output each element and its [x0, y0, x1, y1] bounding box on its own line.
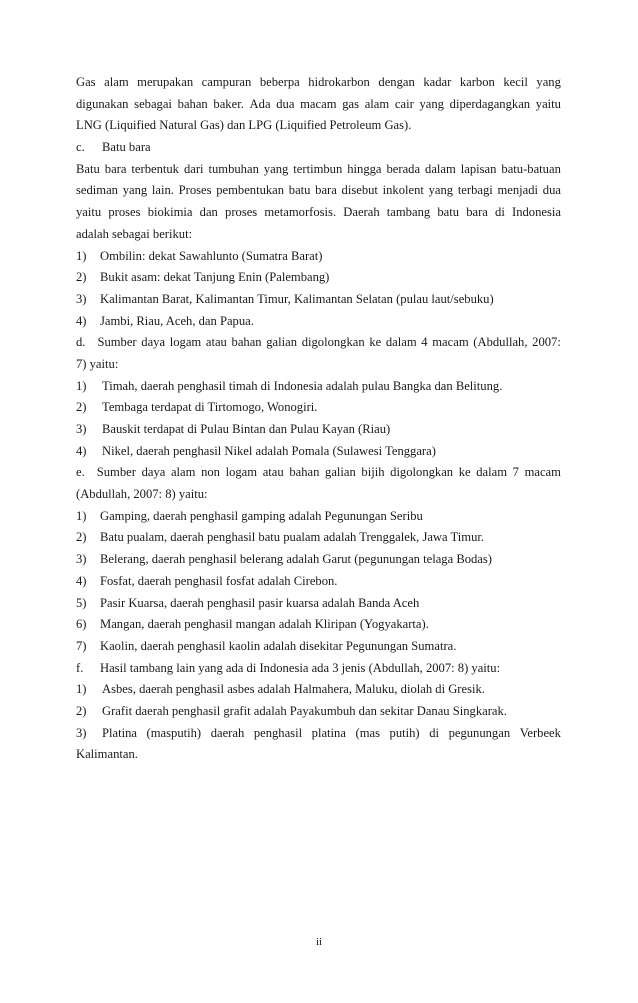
word: bara: [104, 161, 127, 176]
section-heading-nonlogam: [76, 462, 561, 484]
word: hidrokarbon: [308, 75, 370, 89]
word: bahan: [289, 465, 320, 480]
word: dan: [199, 205, 218, 220]
list-item: [76, 441, 561, 463]
word: diperdagangkan: [449, 96, 531, 111]
logam-list: [76, 376, 561, 463]
word: Ada: [249, 96, 271, 111]
word: dalam: [425, 161, 456, 176]
list-text: Kalimantan Barat, Kalimantan Timur, Kalimantan Selatan (pulau laut/sebuku): [100, 291, 494, 306]
list-item: [76, 571, 561, 593]
word: alam: [364, 96, 390, 111]
word: bahan: [231, 335, 262, 350]
word: disebut: [341, 183, 378, 198]
section-marker: f.: [76, 660, 84, 675]
word: terbagi: [457, 183, 493, 198]
list-item: [76, 549, 561, 571]
list-item: [76, 419, 561, 441]
word: berada: [386, 161, 421, 176]
word: alam: [104, 75, 129, 89]
word: lapisan: [460, 161, 497, 176]
list-item: [76, 723, 561, 745]
section-marker: c.: [76, 140, 85, 155]
gas-line-1: [76, 72, 561, 94]
list-item: [76, 701, 561, 723]
list-number: 2): [76, 530, 87, 545]
section-marker: d.: [76, 335, 86, 350]
word: inkolent: [382, 183, 424, 198]
word: bara: [315, 183, 337, 198]
word: tertimbun: [293, 161, 343, 176]
list-item: [76, 289, 561, 311]
list-text: Bauskit terdapat di Pulau Bintan dan Pulau Kayan (Riau): [102, 422, 391, 436]
list-number: 3): [76, 291, 87, 306]
list-item: [76, 614, 561, 636]
word: dua: [276, 96, 295, 111]
word: digolongkan: [390, 465, 454, 480]
word: dengan: [378, 75, 415, 89]
word: (Abdullah,: [473, 335, 528, 350]
word: (masputih): [146, 725, 202, 740]
batubara-line-1: [76, 159, 561, 181]
word: atau: [262, 465, 284, 480]
word: merupakan: [137, 75, 194, 89]
section-heading-lain: [76, 658, 561, 680]
list-text: Timah, daerah penghasil timah di Indonesia adalah pulau Bangka dan Belitung.: [102, 378, 503, 393]
list-item: [76, 593, 561, 615]
list-number: 2): [76, 270, 87, 285]
word: batu: [437, 205, 460, 220]
section-heading-batubara: [76, 137, 561, 159]
word: ke: [369, 335, 382, 350]
word: dua: [542, 183, 561, 198]
list-number: 5): [76, 595, 87, 610]
list-text: Bukit asam: dekat Tanjung Enin (Palembang): [100, 270, 330, 285]
word: pegunungan: [448, 725, 511, 740]
word: Verbeek: [519, 725, 561, 740]
list-number: 7): [76, 638, 87, 653]
word: Gas: [76, 75, 96, 89]
word: sebagai: [134, 96, 172, 111]
word: alam: [170, 465, 196, 480]
section-title: Batu bara: [102, 140, 151, 155]
word: campuran: [201, 75, 252, 89]
list-number: 2): [76, 703, 87, 718]
list-number: 2): [76, 400, 87, 415]
word: digolongkan: [301, 335, 365, 350]
gas-line-3: LNG (Liquified Natural Gas) dan LPG (Liquified Petroleum Gas).: [76, 118, 412, 133]
list-item: [76, 267, 561, 289]
list-item: [76, 376, 561, 398]
word: Batu: [76, 161, 100, 176]
word: macam: [432, 335, 469, 350]
word: Daerah: [343, 205, 380, 220]
list-number: 3): [76, 725, 87, 740]
word: beberpa: [259, 75, 300, 89]
list-text: Mangan, daerah penghasil mangan adalah Kliripan (Yogyakarta).: [100, 617, 429, 632]
list-item: [76, 527, 561, 549]
word: dari: [183, 161, 204, 176]
batubara-paragraph: [76, 159, 561, 246]
word: proses: [225, 205, 258, 220]
list-text: Batu pualam, daerah penghasil batu pualam adalah Trenggalek, Jawa Timur.: [100, 530, 485, 545]
list-number: 3): [76, 422, 87, 436]
word: batu-batuan: [501, 161, 561, 176]
list-text: Belerang, daerah penghasil belerang adalah Garut (pegunungan telaga Bodas): [100, 552, 492, 567]
section-title-line-1: [97, 462, 561, 484]
word: sediman: [76, 183, 118, 198]
list-item: [76, 311, 561, 333]
word: atau: [205, 335, 227, 350]
word: galian: [266, 335, 298, 350]
section-marker: e.: [76, 465, 85, 480]
word: logam: [225, 465, 258, 480]
word: batu: [288, 183, 311, 198]
batubara-list: [76, 246, 561, 333]
word: 2007:: [532, 335, 561, 350]
list-text: Kaolin, daerah penghasil kaolin adalah disekitar Pegunungan Sumatra.: [100, 638, 457, 653]
word: 7: [512, 465, 519, 480]
list-item: [76, 397, 561, 419]
word: ke: [458, 465, 471, 480]
word: daya: [141, 465, 166, 480]
batubara-line-3: [76, 202, 561, 224]
list-number: 4): [76, 443, 87, 458]
list-item: [76, 246, 561, 268]
document-page: [76, 72, 561, 766]
batubara-line-2: [76, 180, 561, 202]
word: yang: [536, 75, 561, 89]
word: baker.: [213, 96, 244, 111]
word: yang: [419, 96, 444, 111]
word: macam: [300, 96, 337, 111]
list-number: 1): [76, 682, 87, 697]
list-number: 1): [76, 248, 87, 263]
word: biokimia: [147, 205, 193, 220]
word: yaitu: [535, 96, 561, 111]
word: daerah: [210, 725, 245, 740]
list-text: Jambi, Riau, Aceh, dan Papua.: [100, 313, 254, 328]
word: tambang: [386, 205, 431, 220]
word: dalam: [385, 335, 417, 350]
word: di: [429, 725, 439, 740]
list-text: Asbes, daerah penghasil asbes adalah Halmahera, Maluku, diolah di Gresik.: [102, 682, 485, 697]
gas-paragraph: [76, 72, 561, 137]
word: Sumber: [97, 335, 137, 350]
section-heading-logam: [76, 332, 561, 354]
word: proses: [108, 205, 141, 220]
word: dalam: [476, 465, 508, 480]
word: Proses: [178, 183, 212, 198]
word: terbentuk: [131, 161, 179, 176]
list-text: Fosfat, daerah penghasil fosfat adalah Cirebon.: [100, 573, 338, 588]
list-item: [76, 636, 561, 658]
word: metamorfosis.: [264, 205, 337, 220]
word: macam: [524, 465, 561, 480]
list-number: 1): [76, 508, 87, 523]
word: penghasil: [253, 725, 303, 740]
list-text: Tembaga terdapat di Tirtomogo, Wonogiri.: [102, 400, 318, 415]
word: bahan: [177, 96, 208, 111]
list-text: Ombilin: dekat Sawahlunto (Sumatra Barat): [100, 248, 323, 263]
word: kadar: [423, 75, 452, 89]
word: Indonesia: [512, 205, 561, 220]
list-text: Grafit daerah penghasil grafit adalah Payakumbuh dan sekitar Danau Singkarak.: [102, 703, 507, 718]
word: platina: [311, 725, 346, 740]
word: cair: [394, 96, 414, 111]
word: 4: [421, 335, 428, 350]
gas-line-2: [76, 94, 561, 116]
word: non: [201, 465, 220, 480]
page-number: ii: [315, 936, 323, 948]
word: daya: [141, 335, 166, 350]
list-text-line-2: Kalimantan.: [76, 747, 138, 762]
word: digunakan: [76, 96, 129, 111]
word: pembentukan: [216, 183, 285, 198]
word: bara: [466, 205, 488, 220]
word: yang: [263, 161, 289, 176]
word: menjadi: [497, 183, 539, 198]
list-text: Nikel, daerah penghasil Nikel adalah Pomala (Sulawesi Tenggara): [102, 443, 436, 458]
section-title-line-2: (Abdullah, 2007: 8) yaitu:: [76, 487, 208, 502]
section-title-line-1: [97, 332, 561, 354]
word: logam: [169, 335, 202, 350]
word: Platina: [102, 725, 137, 740]
list-text: Pasir Kuarsa, daerah penghasil pasir kuarsa adalah Banda Aceh: [100, 595, 420, 610]
word: (mas: [355, 725, 380, 740]
list-number: 4): [76, 573, 87, 588]
word: karbon: [459, 75, 495, 89]
word: kecil: [503, 75, 528, 89]
list-item: [76, 506, 561, 528]
word: di: [495, 205, 505, 220]
word: yang: [428, 183, 454, 198]
section-title: Hasil tambang lain yang ada di Indonesia ada 3 jenis (Abdullah, 2007: 8) yaitu:: [100, 660, 501, 675]
word: bijih: [361, 465, 385, 480]
word: yaitu: [76, 205, 102, 220]
word: lain.: [151, 183, 174, 198]
word: galian: [325, 465, 356, 480]
list-number: 6): [76, 617, 87, 632]
list-text-line-1: [102, 723, 561, 745]
lain-list: [76, 679, 561, 766]
list-number: 4): [76, 313, 87, 328]
word: Sumber: [96, 465, 136, 480]
list-text: Gamping, daerah penghasil gamping adalah Pegunungan Seribu: [100, 508, 423, 523]
word: putih): [389, 725, 420, 740]
word: tumbuhan: [208, 161, 259, 176]
list-number: 3): [76, 552, 87, 567]
list-item: [76, 679, 561, 701]
nonlogam-list: [76, 506, 561, 658]
section-title-line-2: 7) yaitu:: [76, 356, 119, 371]
word: gas: [342, 96, 359, 111]
batubara-line-4: adalah sebagai berikut:: [76, 226, 193, 241]
list-number: 1): [76, 378, 87, 393]
word: hingga: [347, 161, 382, 176]
word: yang: [122, 183, 148, 198]
